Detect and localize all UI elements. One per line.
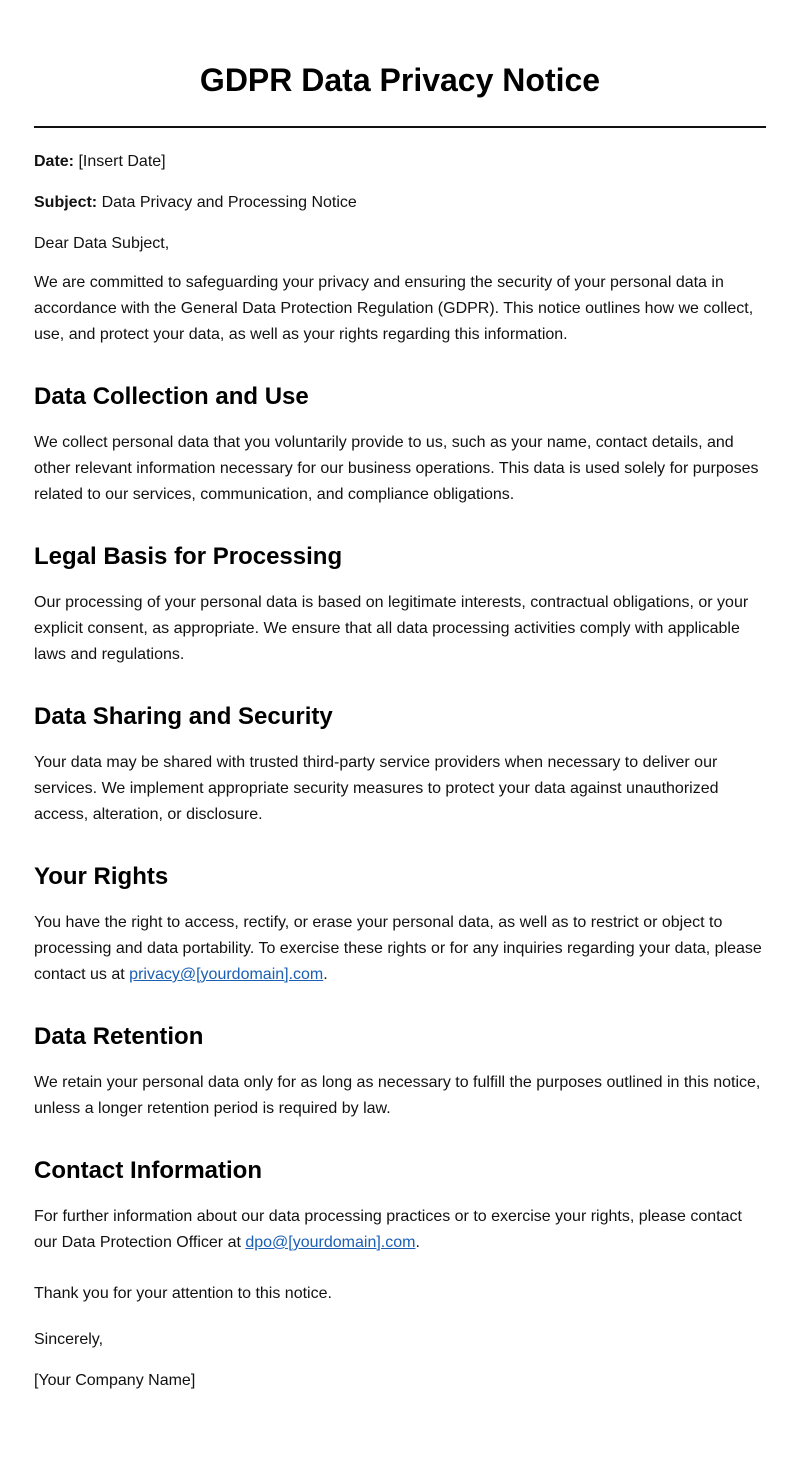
section-body [34, 910, 766, 988]
dpo-email-link[interactable]: dpo@[yourdomain].com [245, 1234, 416, 1251]
privacy-email-link[interactable]: privacy@[yourdomain].com [129, 966, 324, 983]
closing-signoff: Sincerely, [34, 1331, 104, 1348]
section-heading: Contact Information [34, 1157, 262, 1184]
section-legal-basis [34, 542, 766, 668]
salutation: Dear Data Subject, [34, 235, 170, 252]
section-heading: Data Collection and Use [34, 383, 309, 410]
section-data-retention [34, 1022, 766, 1122]
title-divider [34, 126, 766, 128]
closing-thanks: Thank you for your attention to this notice. [34, 1285, 332, 1302]
section-heading: Legal Basis for Processing [34, 543, 343, 570]
section-contact-information [34, 1156, 766, 1256]
subject-value: Data Privacy and Processing Notice [101, 194, 357, 211]
company-name: [Your Company Name] [34, 1372, 196, 1389]
section-body-end: . [323, 966, 328, 983]
section-body [34, 1204, 766, 1256]
section-body: We collect personal data that you voluntarily provide to us, such as your name, contact details, and other relevant information necessary for our business operations. This data is used solely for purposes related to our services, communication, and compliance obligations. [34, 434, 759, 503]
section-data-collection [34, 382, 766, 508]
section-heading: Data Retention [34, 1023, 204, 1050]
document-page [34, 0, 766, 1391]
section-body: Your data may be shared with trusted third-party service providers when necessary to deliver our services. We implement appropriate security measures to protect your data against unauthorized access, alteration, or disclosure. [34, 754, 719, 823]
date-value: [Insert Date] [78, 153, 166, 170]
section-heading: Your Rights [34, 863, 169, 890]
date-line [34, 152, 766, 172]
section-your-rights [34, 862, 766, 988]
section-body-text: You have the right to access, rectify, or erase your personal data, as well as to restrict or object to processing and data portability. To exercise these rights or for any inquiries regarding your data, please contact us at [34, 914, 762, 983]
section-body: Our processing of your personal data is based on legitimate interests, contractual obligations, or your explicit consent, as appropriate. We ensure that all data processing activities comply with applicable laws and regulations. [34, 594, 749, 663]
section-body-end: . [415, 1234, 420, 1251]
section-body-text: For further information about our data processing practices or to exercise your rights, please contact our Data Protection Officer at [34, 1208, 742, 1251]
subject-label: Subject: [34, 194, 98, 211]
intro-paragraph: We are committed to safeguarding your privacy and ensuring the security of your personal data in accordance with the General Data Protection Regulation (GDPR). This notice outlines how we collect, use, and protect your data, as well as your rights regarding this information. [34, 274, 754, 343]
section-body: We retain your personal data only for as long as necessary to fulfill the purposes outlined in this notice, unless a longer retention period is required by law. [34, 1074, 761, 1117]
date-label: Date: [34, 153, 75, 170]
section-data-sharing [34, 702, 766, 828]
page-title: GDPR Data Privacy Notice [199, 62, 601, 98]
subject-line [34, 193, 766, 213]
section-heading: Data Sharing and Security [34, 703, 333, 730]
